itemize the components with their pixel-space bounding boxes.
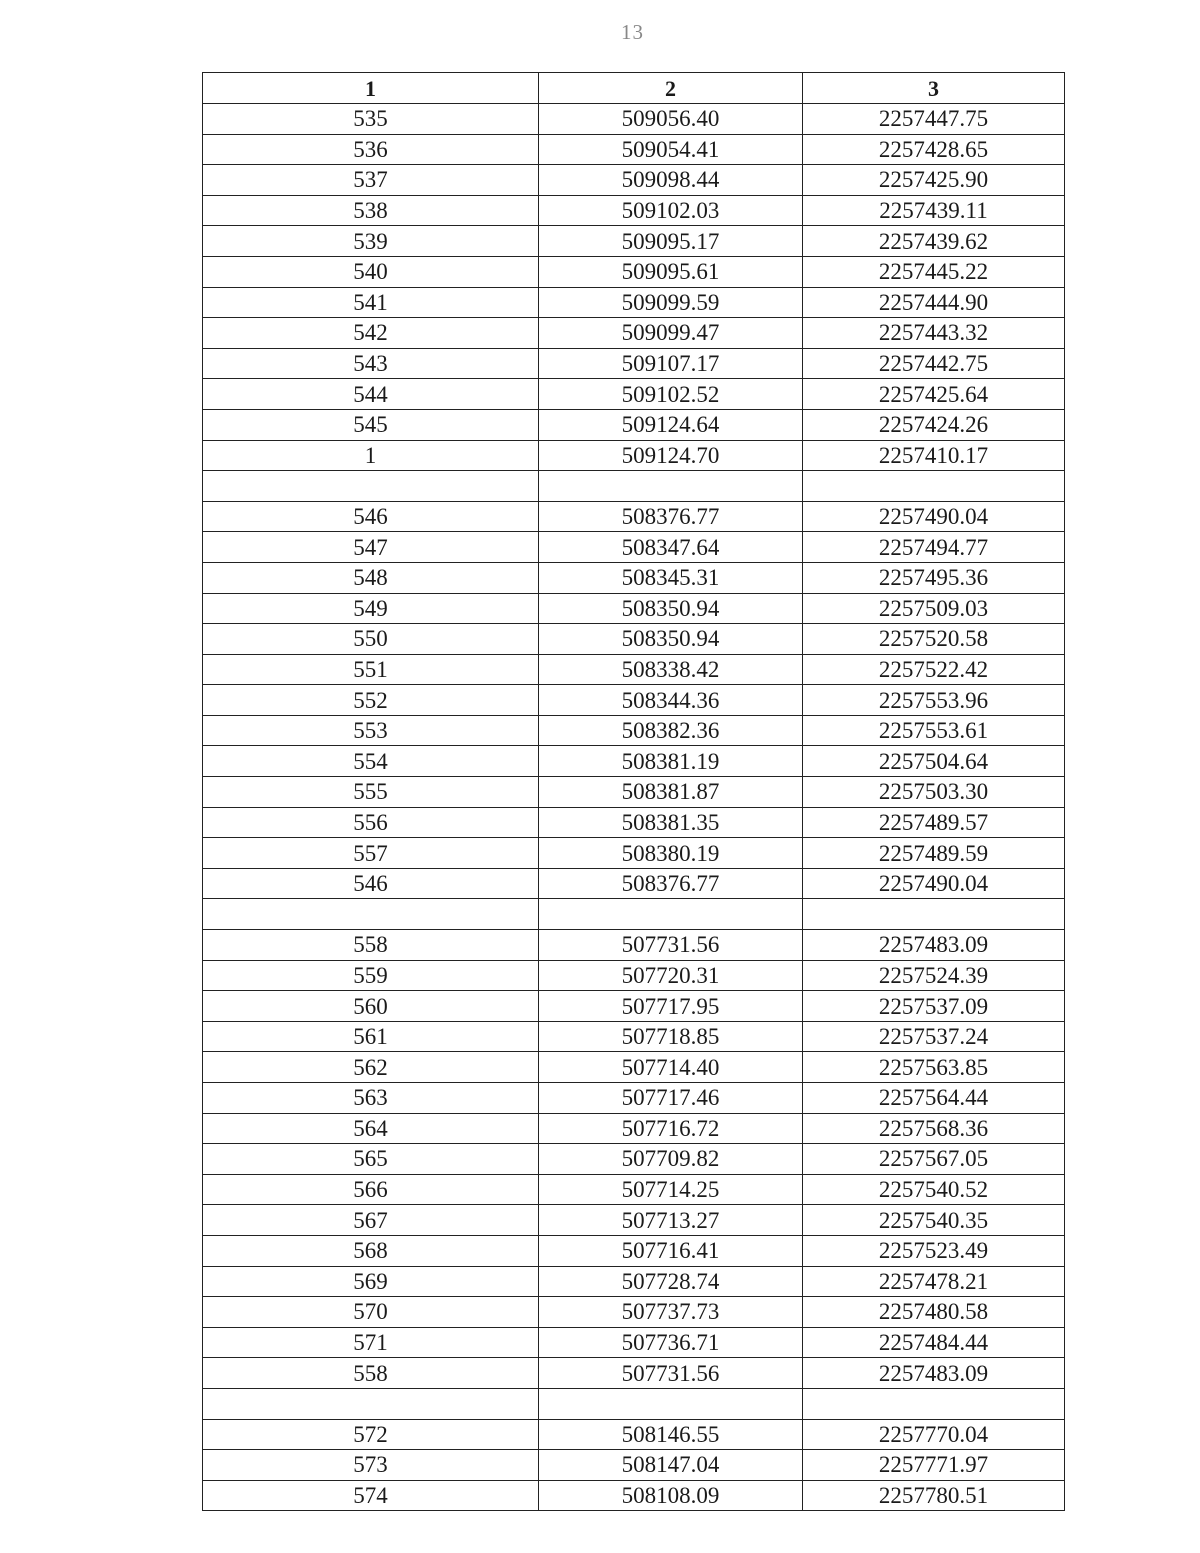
table-row <box>203 562 1065 593</box>
table-row <box>203 1144 1065 1175</box>
table-cell-col-2: 508381.35 <box>539 807 803 838</box>
table-row <box>203 104 1065 135</box>
table-cell-col-1: 561 <box>203 1021 539 1052</box>
table-cell-col-2: 509054.41 <box>539 134 803 165</box>
table-row <box>203 471 1065 502</box>
table-cell-col-2: 509107.17 <box>539 348 803 379</box>
table-cell-col-2: 507714.25 <box>539 1174 803 1205</box>
table-cell-col-1: 562 <box>203 1052 539 1083</box>
table-cell-col-3: 2257553.61 <box>803 715 1065 746</box>
table-cell-col-2: 508376.77 <box>539 501 803 532</box>
table-cell-col-3: 2257495.36 <box>803 562 1065 593</box>
table-cell-col-3: 2257447.75 <box>803 104 1065 135</box>
table-cell-col-3: 2257483.09 <box>803 1358 1065 1389</box>
table-row <box>203 991 1065 1022</box>
table-row <box>203 409 1065 440</box>
table-cell-col-3 <box>803 1388 1065 1419</box>
table-row <box>203 593 1065 624</box>
table-cell-col-2: 508376.77 <box>539 868 803 899</box>
table-cell-col-2: 507718.85 <box>539 1021 803 1052</box>
table-cell-col-2 <box>539 1388 803 1419</box>
table-row <box>203 379 1065 410</box>
table-cell-col-3: 2257443.32 <box>803 318 1065 349</box>
table-cell-col-3: 2257484.44 <box>803 1327 1065 1358</box>
table-cell-col-2: 507737.73 <box>539 1297 803 1328</box>
table-cell-col-2 <box>539 471 803 502</box>
table-cell-col-2: 508338.42 <box>539 654 803 685</box>
table-cell-col-2: 508344.36 <box>539 685 803 716</box>
table-cell-col-3 <box>803 899 1065 930</box>
table-cell-col-3: 2257428.65 <box>803 134 1065 165</box>
table-cell-col-3: 2257489.57 <box>803 807 1065 838</box>
table-cell-col-1: 545 <box>203 409 539 440</box>
table-cell-col-2: 507716.41 <box>539 1235 803 1266</box>
table-cell-col-2: 507709.82 <box>539 1144 803 1175</box>
table-cell-col-1: 558 <box>203 930 539 961</box>
table-cell-col-1: 543 <box>203 348 539 379</box>
table-cell-col-3: 2257537.24 <box>803 1021 1065 1052</box>
table-row <box>203 440 1065 471</box>
table-cell-col-2: 508382.36 <box>539 715 803 746</box>
table-cell-col-2: 508350.94 <box>539 624 803 655</box>
table-cell-col-2: 508147.04 <box>539 1450 803 1481</box>
table-cell-col-2: 507720.31 <box>539 960 803 991</box>
table-cell-col-1: 558 <box>203 1358 539 1389</box>
column-header-3: 3 <box>803 73 1065 104</box>
table-cell-col-1: 535 <box>203 104 539 135</box>
table-cell-col-2: 508108.09 <box>539 1480 803 1511</box>
table-cell-col-3: 2257504.64 <box>803 746 1065 777</box>
table-cell-col-1: 563 <box>203 1083 539 1114</box>
table-cell-col-2: 509102.52 <box>539 379 803 410</box>
table-cell-col-3: 2257445.22 <box>803 256 1065 287</box>
table-cell-col-2: 507728.74 <box>539 1266 803 1297</box>
table-cell-col-3 <box>803 471 1065 502</box>
table-row <box>203 654 1065 685</box>
table-cell-col-2: 507713.27 <box>539 1205 803 1236</box>
table-row <box>203 838 1065 869</box>
table-cell-col-3: 2257522.42 <box>803 654 1065 685</box>
page-number: 13 <box>621 20 644 44</box>
table-row <box>203 134 1065 165</box>
table-cell-col-3: 2257439.62 <box>803 226 1065 257</box>
table-cell-col-3: 2257568.36 <box>803 1113 1065 1144</box>
table-cell-col-2: 509124.70 <box>539 440 803 471</box>
table-cell-col-2: 509099.59 <box>539 287 803 318</box>
table-cell-col-1: 538 <box>203 195 539 226</box>
table-row <box>203 1235 1065 1266</box>
table-cell-col-2: 507736.71 <box>539 1327 803 1358</box>
table-header <box>203 73 1065 104</box>
table-cell-col-2: 508380.19 <box>539 838 803 869</box>
table-cell-col-1: 547 <box>203 532 539 563</box>
table-cell-col-1 <box>203 899 539 930</box>
table-cell-col-2: 507717.95 <box>539 991 803 1022</box>
table-row <box>203 1388 1065 1419</box>
table-cell-col-1 <box>203 1388 539 1419</box>
table-cell-col-1: 554 <box>203 746 539 777</box>
table-cell-col-3: 2257478.21 <box>803 1266 1065 1297</box>
table-cell-col-2: 509099.47 <box>539 318 803 349</box>
table-cell-col-2: 507731.56 <box>539 1358 803 1389</box>
table-cell-col-3: 2257553.96 <box>803 685 1065 716</box>
table-cell-col-1: 553 <box>203 715 539 746</box>
table-row <box>203 226 1065 257</box>
table-cell-col-1: 557 <box>203 838 539 869</box>
table-row <box>203 1297 1065 1328</box>
table-cell-col-1: 566 <box>203 1174 539 1205</box>
table-cell-col-2: 508381.87 <box>539 777 803 808</box>
table-cell-col-3: 2257425.90 <box>803 165 1065 196</box>
table-cell-col-1: 559 <box>203 960 539 991</box>
table-cell-col-1: 541 <box>203 287 539 318</box>
table-cell-col-1: 568 <box>203 1235 539 1266</box>
table-cell-col-3: 2257439.11 <box>803 195 1065 226</box>
table-row <box>203 715 1065 746</box>
table-cell-col-2: 508350.94 <box>539 593 803 624</box>
table-cell-col-2: 507714.40 <box>539 1052 803 1083</box>
table-row <box>203 1419 1065 1450</box>
table-cell-col-2: 508345.31 <box>539 562 803 593</box>
table-row <box>203 348 1065 379</box>
table-row <box>203 685 1065 716</box>
table-row <box>203 256 1065 287</box>
table-row <box>203 960 1065 991</box>
table-cell-col-1: 567 <box>203 1205 539 1236</box>
table-cell-col-3: 2257770.04 <box>803 1419 1065 1450</box>
table-row <box>203 930 1065 961</box>
table-cell-col-1: 548 <box>203 562 539 593</box>
table-cell-col-1: 573 <box>203 1450 539 1481</box>
coordinates-table <box>202 72 1065 1511</box>
table-row <box>203 1205 1065 1236</box>
table-cell-col-1: 571 <box>203 1327 539 1358</box>
table-cell-col-3: 2257489.59 <box>803 838 1065 869</box>
table-cell-col-1: 551 <box>203 654 539 685</box>
table-cell-col-3: 2257780.51 <box>803 1480 1065 1511</box>
table-cell-col-2: 507731.56 <box>539 930 803 961</box>
table-body <box>203 104 1065 1511</box>
table-cell-col-3: 2257494.77 <box>803 532 1065 563</box>
table-cell-col-3: 2257410.17 <box>803 440 1065 471</box>
table-cell-col-3: 2257524.39 <box>803 960 1065 991</box>
table-cell-col-1: 537 <box>203 165 539 196</box>
table-cell-col-3: 2257540.52 <box>803 1174 1065 1205</box>
table-row <box>203 1113 1065 1144</box>
table-row <box>203 1480 1065 1511</box>
table-cell-col-1: 546 <box>203 501 539 532</box>
table-cell-col-1: 570 <box>203 1297 539 1328</box>
table-cell-col-3: 2257442.75 <box>803 348 1065 379</box>
table-cell-col-3: 2257490.04 <box>803 501 1065 532</box>
table-cell-col-1: 536 <box>203 134 539 165</box>
table-cell-col-3: 2257523.49 <box>803 1235 1065 1266</box>
table-row <box>203 1450 1065 1481</box>
table-row <box>203 287 1065 318</box>
table-cell-col-3: 2257567.05 <box>803 1144 1065 1175</box>
table-cell-col-2: 508146.55 <box>539 1419 803 1450</box>
table-row <box>203 868 1065 899</box>
table-cell-col-1: 555 <box>203 777 539 808</box>
table-row <box>203 899 1065 930</box>
table-cell-col-1: 544 <box>203 379 539 410</box>
table-cell-col-3: 2257520.58 <box>803 624 1065 655</box>
table-cell-col-1: 569 <box>203 1266 539 1297</box>
table-cell-col-1: 1 <box>203 440 539 471</box>
table-cell-col-1: 549 <box>203 593 539 624</box>
table-cell-col-1: 546 <box>203 868 539 899</box>
table-row <box>203 1327 1065 1358</box>
table-cell-col-2: 509095.61 <box>539 256 803 287</box>
table-cell-col-3: 2257490.04 <box>803 868 1065 899</box>
table-cell-col-3: 2257771.97 <box>803 1450 1065 1481</box>
header-row <box>203 73 1065 104</box>
table-row <box>203 532 1065 563</box>
table-cell-col-2: 509056.40 <box>539 104 803 135</box>
table-cell-col-3: 2257444.90 <box>803 287 1065 318</box>
table-cell-col-3: 2257483.09 <box>803 930 1065 961</box>
table-row <box>203 1052 1065 1083</box>
table-cell-col-1 <box>203 471 539 502</box>
table-cell-col-2: 509102.03 <box>539 195 803 226</box>
table-cell-col-1: 542 <box>203 318 539 349</box>
column-header-1: 1 <box>203 73 539 104</box>
table-cell-col-2: 509095.17 <box>539 226 803 257</box>
table-cell-col-2 <box>539 899 803 930</box>
table-cell-col-1: 574 <box>203 1480 539 1511</box>
table-cell-col-1: 539 <box>203 226 539 257</box>
table-cell-col-1: 540 <box>203 256 539 287</box>
table-cell-col-1: 556 <box>203 807 539 838</box>
table-cell-col-3: 2257424.26 <box>803 409 1065 440</box>
table-row <box>203 1266 1065 1297</box>
table-cell-col-2: 509098.44 <box>539 165 803 196</box>
table-cell-col-1: 564 <box>203 1113 539 1144</box>
table-row <box>203 501 1065 532</box>
table-row <box>203 1083 1065 1114</box>
table-cell-col-3: 2257563.85 <box>803 1052 1065 1083</box>
table-cell-col-3: 2257425.64 <box>803 379 1065 410</box>
table-row <box>203 195 1065 226</box>
table-row <box>203 1358 1065 1389</box>
table-cell-col-2: 508381.19 <box>539 746 803 777</box>
table-cell-col-2: 508347.64 <box>539 532 803 563</box>
table-cell-col-3: 2257540.35 <box>803 1205 1065 1236</box>
table-row <box>203 807 1065 838</box>
table-row <box>203 1174 1065 1205</box>
table-cell-col-3: 2257564.44 <box>803 1083 1065 1114</box>
table-cell-col-2: 507716.72 <box>539 1113 803 1144</box>
table-cell-col-2: 507717.46 <box>539 1083 803 1114</box>
table-cell-col-3: 2257509.03 <box>803 593 1065 624</box>
table-cell-col-1: 560 <box>203 991 539 1022</box>
table-row <box>203 777 1065 808</box>
table-cell-col-3: 2257480.58 <box>803 1297 1065 1328</box>
column-header-2: 2 <box>539 73 803 104</box>
table-row <box>203 746 1065 777</box>
table-row <box>203 165 1065 196</box>
table-cell-col-3: 2257503.30 <box>803 777 1065 808</box>
table-row <box>203 1021 1065 1052</box>
table-cell-col-1: 572 <box>203 1419 539 1450</box>
table-row <box>203 318 1065 349</box>
table-cell-col-1: 552 <box>203 685 539 716</box>
table-row <box>203 624 1065 655</box>
table-cell-col-2: 509124.64 <box>539 409 803 440</box>
table-cell-col-3: 2257537.09 <box>803 991 1065 1022</box>
table-cell-col-1: 550 <box>203 624 539 655</box>
table-cell-col-1: 565 <box>203 1144 539 1175</box>
